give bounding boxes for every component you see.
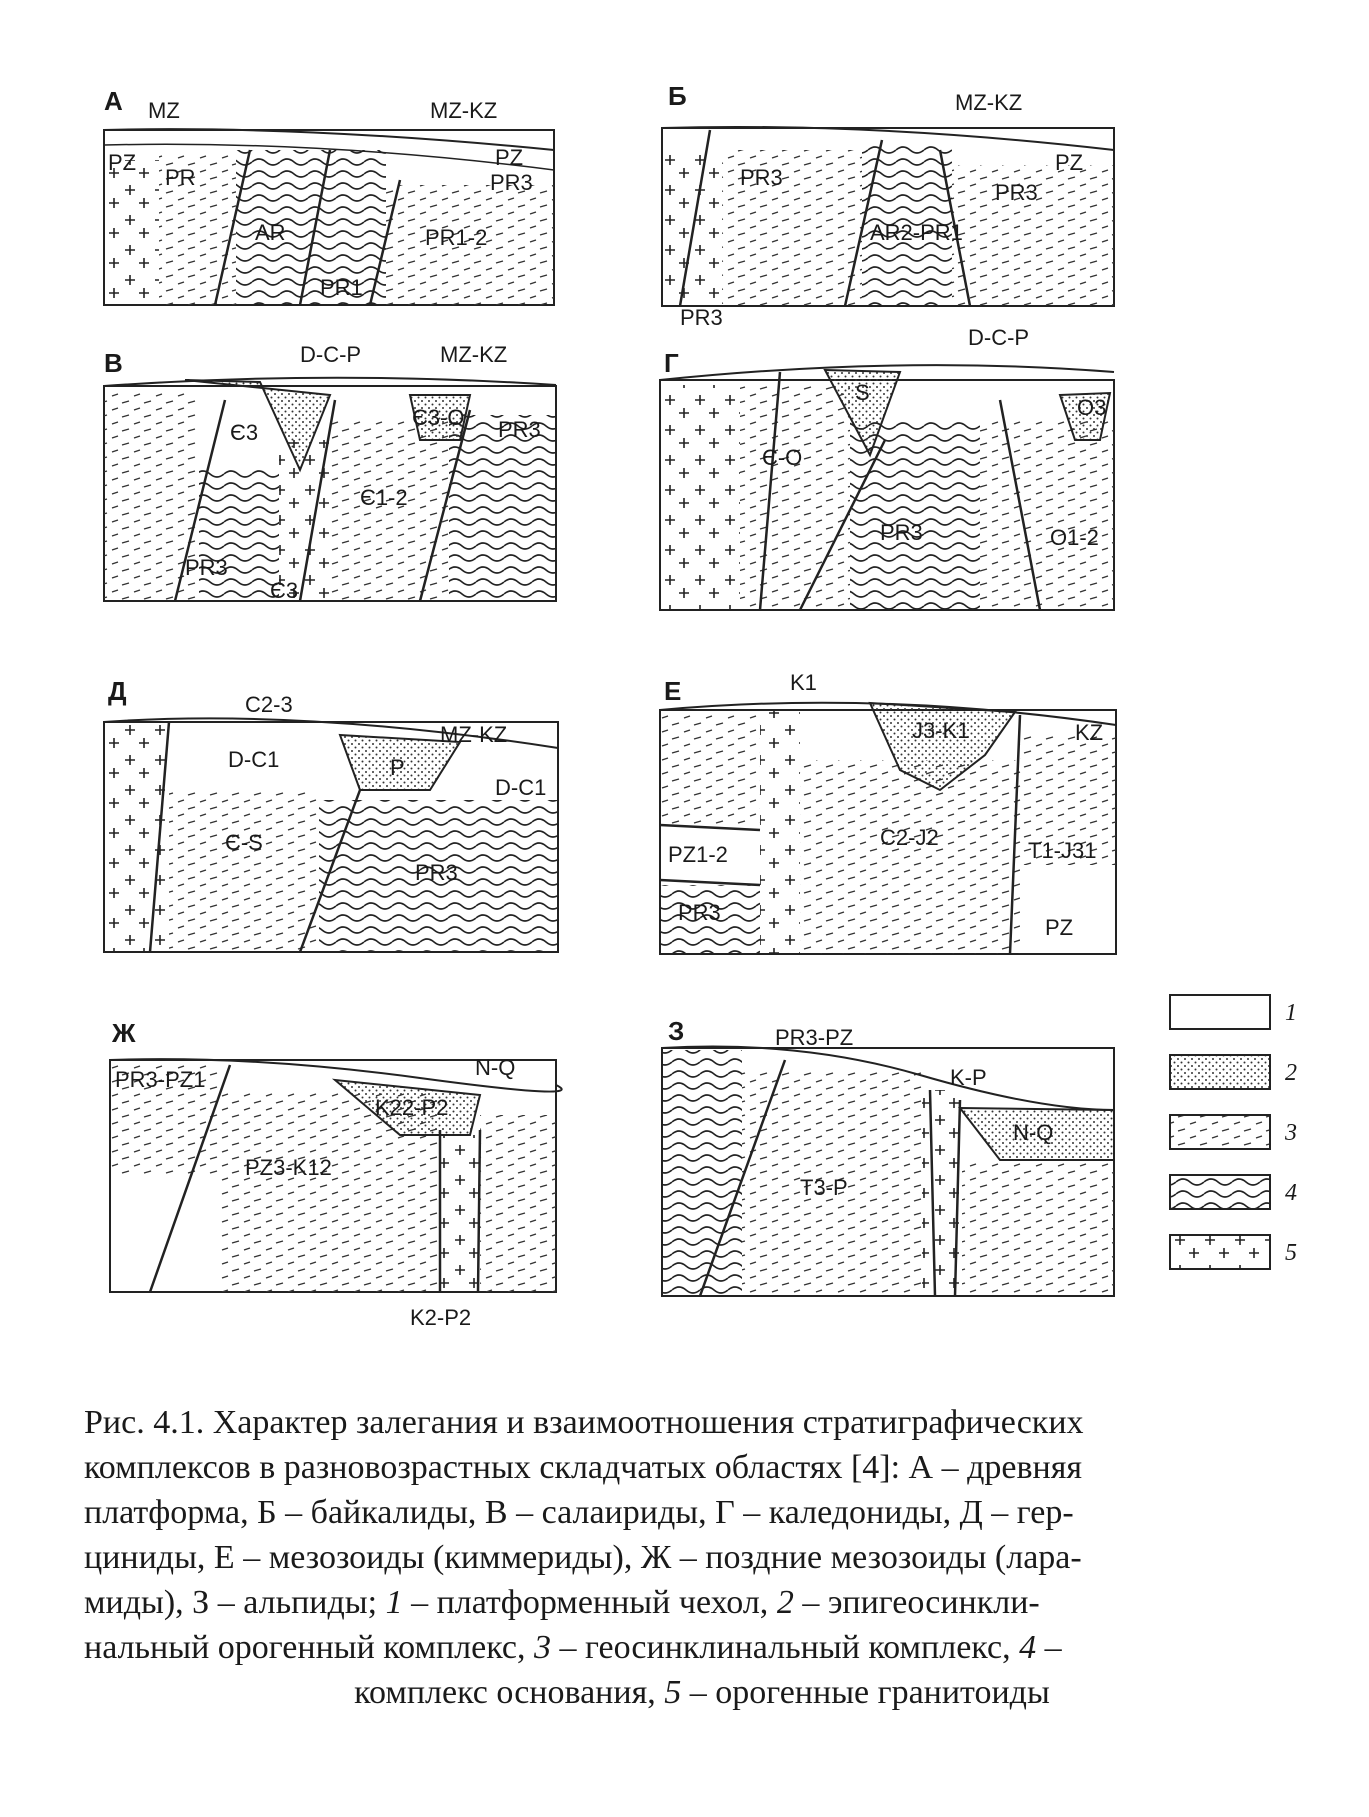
panel-zh-label: PR3-PZ1 — [115, 1067, 206, 1092]
panel-zh — [110, 1018, 562, 1330]
panel-d-label: D-C1 — [495, 775, 547, 800]
legend-ref: 4 — [1019, 1629, 1037, 1666]
legend-number: 1 — [1285, 1000, 1297, 1026]
legend-swatch-5 — [1170, 1235, 1270, 1269]
panel-v-label: PR3 — [498, 417, 541, 442]
panel-a-letter: А — [104, 86, 123, 116]
panel-v-label: Є3 — [230, 420, 259, 445]
panel-a-label: PZ — [108, 150, 137, 175]
panel-d-label: C2-3 — [245, 692, 293, 717]
caption-text: комплекс основания, — [354, 1674, 665, 1711]
panel-a-label: AR — [255, 220, 286, 245]
figure-caption — [84, 1400, 1320, 1715]
panel-d-label: D-C1 — [228, 747, 280, 772]
panel-a — [104, 86, 554, 305]
panel-e-label: KZ — [1075, 720, 1104, 745]
panel-g-label: S — [855, 380, 870, 405]
legend-ref: 3 — [534, 1629, 551, 1666]
legend-number: 3 — [1285, 1120, 1297, 1146]
panel-zh-label: K2-P2 — [410, 1305, 472, 1330]
caption-text: – эпигеосинкли- — [793, 1584, 1040, 1621]
panel-a-label: PR1 — [320, 275, 363, 300]
panel-z-label: T3-P — [800, 1175, 848, 1200]
panel-a-label: MZ-KZ — [430, 98, 498, 123]
panel-v-label: Є1-2 — [360, 485, 408, 510]
legend-number: 5 — [1285, 1240, 1297, 1266]
panel-v-label: MZ-KZ — [440, 342, 508, 367]
panel-e-label: J3-K1 — [912, 718, 970, 743]
caption-text: миды), З – альпиды; — [84, 1584, 386, 1621]
panel-v-label: Є3 — [270, 578, 299, 603]
caption-text: – орогенные гранитоиды — [681, 1674, 1050, 1711]
panel-b-label: AR2-PR1 — [870, 220, 963, 245]
panel-b-label: PR3 — [680, 305, 723, 330]
panel-zh-label: K22-P2 — [375, 1095, 449, 1120]
legend-swatch-4 — [1170, 1175, 1270, 1209]
panel-a-label: PR — [165, 165, 196, 190]
panel-e-label: PZ — [1045, 915, 1074, 940]
panel-zh-label: N-Q — [475, 1055, 516, 1080]
panel-v-label: Є3-O — [412, 405, 465, 430]
legend-ref: 5 — [664, 1674, 682, 1711]
panel-g-label: O3 — [1077, 395, 1107, 420]
panel-g-label: PR3 — [880, 520, 923, 545]
panel-d-letter: Д — [108, 676, 127, 706]
panel-a-label: PR3 — [490, 170, 533, 195]
panel-zh-letter: Ж — [112, 1018, 136, 1048]
caption-line: комплексов в разновозрастных складчатых областях [4]: А – древняя — [84, 1449, 1083, 1486]
panel-b-letter: Б — [668, 81, 687, 111]
panel-z — [662, 1016, 1114, 1296]
panel-g-label: D-C-P — [968, 325, 1030, 350]
legend-ref: 2 — [776, 1584, 794, 1621]
panel-e — [660, 670, 1116, 954]
caption-line — [84, 1670, 1320, 1715]
panel-e-letter: Е — [664, 676, 682, 706]
panel-d — [104, 676, 558, 952]
legend-ref: 1 — [385, 1584, 403, 1621]
panel-d-label: MZ-KZ — [440, 722, 508, 747]
panel-e-label: PZ1-2 — [668, 842, 728, 867]
panel-zh-label: PZ3-K12 — [245, 1155, 332, 1180]
panel-g-letter: Г — [664, 348, 679, 378]
panel-e-label: K1 — [790, 670, 817, 695]
caption-text: – геосинклинальный комплекс, — [551, 1629, 1020, 1666]
panel-e-label: C2-J2 — [880, 825, 939, 850]
panel-d-label: Є-S — [225, 830, 263, 855]
panel-a-label: PZ — [495, 145, 524, 170]
panel-b-label: MZ-KZ — [955, 90, 1023, 115]
legend-swatch-2 — [1170, 1055, 1270, 1089]
panel-g-label: Є-O — [762, 445, 803, 470]
caption-text: нальный орогенный комплекс, — [84, 1629, 534, 1666]
legend-swatch-1 — [1170, 995, 1270, 1029]
caption-text: – платформенный чехол, — [402, 1584, 777, 1621]
panel-g — [660, 325, 1114, 610]
caption-line — [84, 1580, 1320, 1625]
panel-z-letter: З — [668, 1016, 685, 1046]
panel-b-label: PZ — [1055, 150, 1084, 175]
panel-a-label: PR1-2 — [425, 225, 488, 250]
legend — [1170, 995, 1297, 1269]
panel-v-label: D-C-P — [300, 342, 362, 367]
legend-number: 4 — [1285, 1180, 1297, 1206]
panel-b-label: PR3 — [995, 180, 1038, 205]
panel-v — [104, 342, 556, 603]
panel-v-letter: В — [104, 348, 123, 378]
caption-line: Рис. 4.1. Характер залегания и взаимоотношения стратиграфических — [84, 1404, 1084, 1441]
legend-number: 2 — [1285, 1060, 1297, 1086]
panel-d-label: P — [390, 755, 405, 780]
panel-e-label: PR3 — [678, 900, 721, 925]
panel-g-label: O1-2 — [1050, 525, 1099, 550]
panel-z-label: PR3-PZ — [775, 1025, 854, 1050]
panel-v-label: PR3 — [185, 555, 228, 580]
panel-a-label: MZ — [148, 98, 180, 123]
panel-e-label: T1-J31 — [1028, 838, 1097, 863]
caption-line: платформа, Б – байкалиды, В – салаириды, Г – каледониды, Д – гер- — [84, 1494, 1074, 1531]
panel-z-label: N-Q — [1013, 1120, 1054, 1145]
panel-b — [662, 81, 1114, 330]
legend-swatch-3 — [1170, 1115, 1270, 1149]
caption-line — [84, 1625, 1320, 1670]
caption-line: циниды, Е – мезозоиды (киммериды), Ж – поздние мезозоиды (лара- — [84, 1539, 1082, 1576]
panel-b-label: PR3 — [740, 165, 783, 190]
panel-d-label: PR3 — [415, 860, 458, 885]
panel-z-label: K-P — [950, 1065, 987, 1090]
caption-text: – — [1036, 1629, 1062, 1666]
